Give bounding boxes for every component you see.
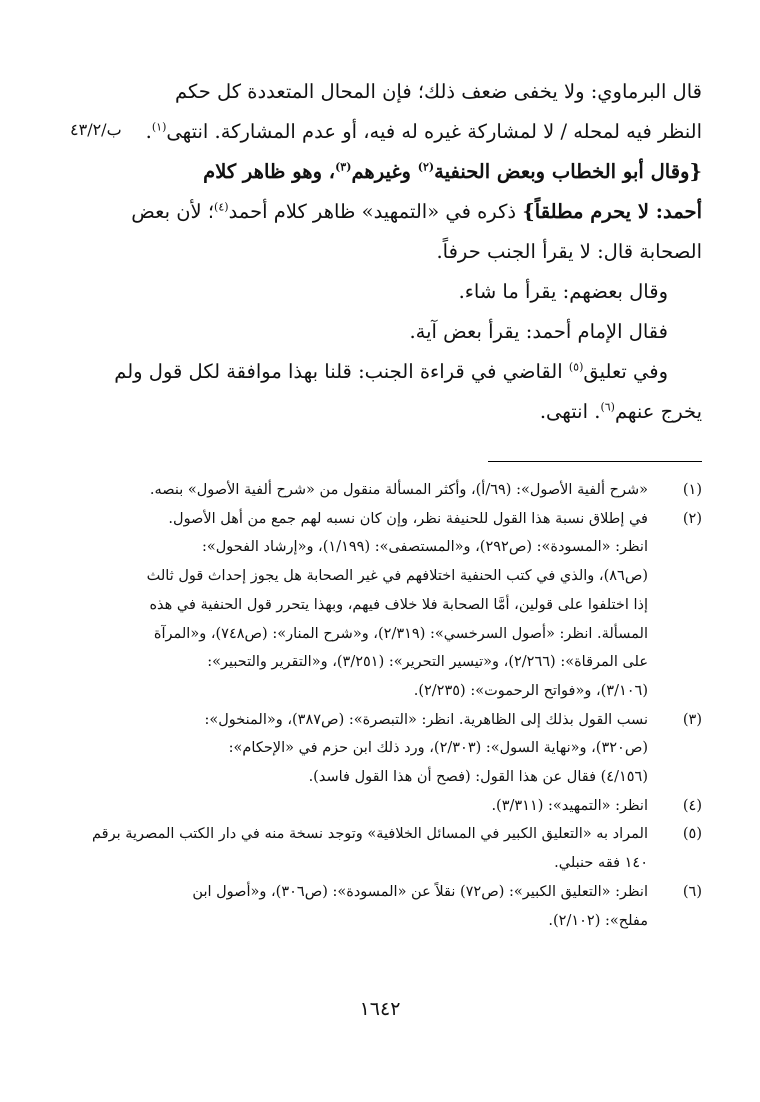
footnote-text xyxy=(62,878,648,935)
footnote-line: انظر: «التعليق الكبير»: (ص٧٢) نقلاً عن «المسودة»: (ص٣٠٦)، و«أصول ابن xyxy=(192,883,648,900)
text-span: قال البرماوي: ولا يخفى ضعف ذلك؛ فإن المحال المتعددة كل حكم xyxy=(175,80,702,103)
main-line-4 xyxy=(106,192,702,232)
text-span: ، وهو ظاهر كلام xyxy=(203,160,336,183)
manuscript-margin-ref: ب/٤٣/٢ xyxy=(70,120,122,139)
text-span: فقال الإمام أحمد: يقرأ بعض آية. xyxy=(409,320,668,343)
footnotes xyxy=(62,476,702,935)
text-span: يخرج عنهم xyxy=(614,400,702,423)
text-span: ذكره في «التمهيد» ظاهر كلام أحمد xyxy=(228,200,523,223)
text-span: وفي تعليق xyxy=(583,360,668,383)
footnote-number: (١) xyxy=(682,482,702,498)
footnote-ref-4: (٤) xyxy=(214,200,229,214)
text-span: {وقال أبو الخطاب وبعض الحنفية xyxy=(434,160,702,183)
text-span: ؛ لأن بعض xyxy=(131,200,215,223)
footnote-line: (٤/١٥٦) فقال عن هذا القول: (فصح أن هذا القول فاسد). xyxy=(308,769,648,786)
footnote-number: (٤) xyxy=(682,797,702,814)
footnote-ref-1: (١) xyxy=(151,120,167,134)
footnote-2 xyxy=(62,505,702,706)
footnote-text xyxy=(62,505,648,706)
footnote-separator xyxy=(488,461,702,462)
footnote-ref-3: (٣) xyxy=(335,160,352,174)
text-span: وقال بعضهم: يقرأ ما شاء. xyxy=(458,280,668,303)
footnote-1 xyxy=(62,476,702,505)
main-text xyxy=(106,72,702,432)
footnote-4 xyxy=(62,792,702,821)
footnote-number: (٢) xyxy=(682,510,702,527)
text-span: أحمد: لا يحرم مطلقاً} xyxy=(522,200,702,223)
footnote-number: (٦) xyxy=(682,883,702,900)
footnote-5 xyxy=(62,820,702,877)
footnote-line: (٣/١٠٦)، و«فواتح الرحموت»: (٢/٢٣٥). xyxy=(413,682,648,699)
main-line-5 xyxy=(106,232,702,272)
main-line-2: النظر فيه لمحله / لا لمشاركة غيره له فيه، أو عدم المشاركة. انتهى$^{(١)}$. xyxy=(145,120,702,143)
footnote-text xyxy=(62,476,648,505)
text-span: النظر فيه لمحله / لا لمشاركة غيره له فيه، أو عدم المشاركة. انتهى xyxy=(166,120,702,143)
main-line-6 xyxy=(106,272,702,312)
footnote-ref-2: (٢) xyxy=(417,160,435,174)
footnote-line: على المرقاة»: (٢/٢٦٦)، و«تيسير التحرير»: (٣/٢٥١)، و«التقرير والتحبير»: xyxy=(207,654,648,671)
footnote-text xyxy=(62,820,648,877)
footnote-ref-6: (٦) xyxy=(600,400,615,414)
text-span: الصحابة قال: لا يقرأ الجنب حرفاً. xyxy=(436,240,702,263)
footnote-6 xyxy=(62,878,702,935)
footnote-line: انظر: «التمهيد»: (٣/٣١١). xyxy=(491,797,648,814)
main-line-8 xyxy=(106,352,702,392)
footnote-line: المسألة. انظر: «أصول السرخسي»: (٢/٣١٩)، و«شرح المنار»: (ص٧٤٨)، و«المرآة xyxy=(153,625,648,642)
footnote-line: نسب القول بذلك إلى الظاهرية. انظر: «التبصرة»: (ص٣٨٧)، و«المنخول»: xyxy=(204,711,648,728)
footnote-number: (٣) xyxy=(682,711,702,728)
footnote-line: انظر: «المسودة»: (ص٢٩٢)، و«المستصفى»: (١/١٩٩)، و«إرشاد الفحول»: xyxy=(201,539,648,556)
text-span: وغيرهم xyxy=(351,160,418,183)
footnote-3 xyxy=(62,706,702,792)
footnote-ref-5: (٥) xyxy=(568,360,584,374)
footnote-number: (٥) xyxy=(682,826,702,843)
page-number: ١٦٤٢ xyxy=(359,998,401,1020)
footnote-line: ١٤٠ فقه حنبلي. xyxy=(554,855,648,872)
main-line-1 xyxy=(106,72,702,112)
footnote-line: «شرح ألفية الأصول»: (٦٩/أ)، وأكثر المسألة منقول من «شرح ألفية الأصول» بنصه. xyxy=(149,482,648,498)
text-span: القاضي في قراءة الجنب: قلنا بهذا موافقة لكل قول ولم xyxy=(114,360,569,383)
text-span: . انتهى. xyxy=(539,400,601,423)
footnote-line: (ص٣٢٠)، و«نهاية السول»: (٢/٣٠٣)، ورد ذلك ابن حزم في «الإحكام»: xyxy=(228,740,648,757)
footnote-line: إذا اختلفوا على قولين، أمَّا الصحابة فلا خلاف فيهم، وبهذا يتحرر قول الحنفية في هذه xyxy=(149,596,648,613)
footnote-text xyxy=(62,792,648,821)
main-line-7 xyxy=(106,312,702,352)
footnote-line: (ص٨٦)، والذي في كتب الحنفية اختلافهم في غير الصحابة هل يجوز إحداث قول ثالث xyxy=(146,568,648,585)
footnote-line: في إطلاق نسبة هذا القول للحنيفة نظر، وإن كان نسبه لهم جمع من أهل الأصول. xyxy=(168,510,648,527)
footnote-line: مفلح»: (٢/١٠٢). xyxy=(548,912,648,929)
footnote-text xyxy=(62,706,648,792)
main-line-3 xyxy=(106,152,702,192)
footnote-line: المراد به «التعليق الكبير في المسائل الخلافية» وتوجد نسخة منه في دار الكتب المصرية برقم xyxy=(92,826,648,843)
main-line-9 xyxy=(106,392,702,432)
